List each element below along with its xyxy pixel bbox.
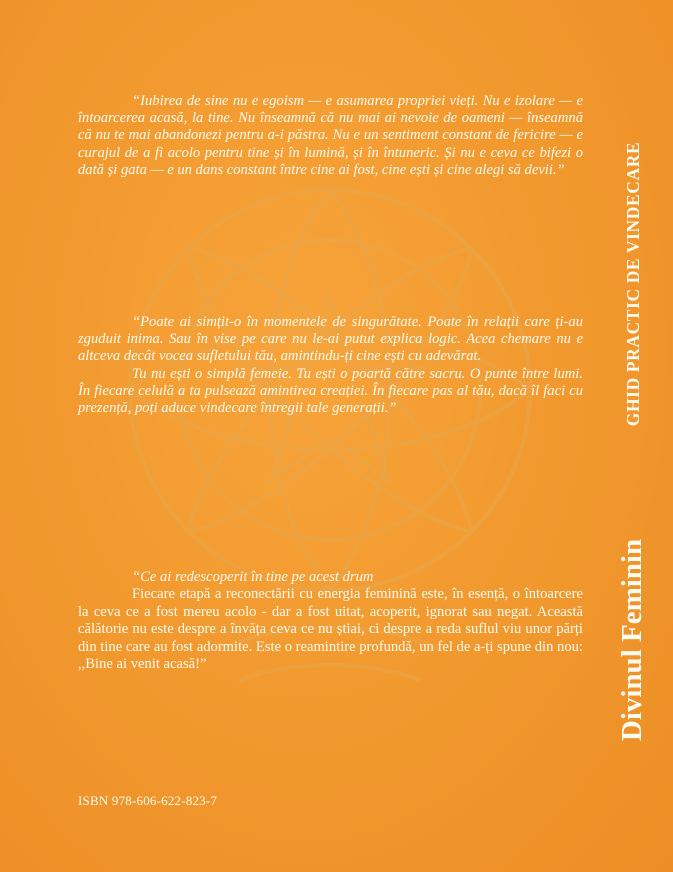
spine-title: Divinul Feminin [616,538,648,742]
quote-soul-calling-paragraph-2: Tu nu ești o simplă femeie. Tu ești o poartă către sacru. O punte între lumi. În fiecare celulă a ta pulsează amintirea creației. În fiecare pas al tău, dacă îl faci cu prezență, poți aduce vindecare întregii tale generații.” [78,365,583,417]
isbn-number: ISBN 978-606-622-823-7 [78,793,218,808]
rediscovery-body: Fiecare etapă a reconectării cu energia feminină este, în esență, o întoarcere la ceva ce a fost mereu acolo - dar a fost uitat, acoperit, ignorat sau negat. Această călătorie nu este despre a învăța ceva ce nu știai, ci despre a reda suflul viu unor părți din tine care au fost adormite. Este o reamintire profundă, un fel de a-ți spune din nou: ,,Bine ai venit acasă!” [78,586,583,673]
book-spine [605,0,665,872]
rediscovery-section [78,569,583,673]
spine-subtitle: GHID PRACTIC DE VINDECARE [623,141,643,427]
rediscovery-heading: “Ce ai redescoperit în tine pe acest drum [132,569,374,585]
quote-soul-calling [78,314,583,417]
quote-self-love-text: “Iubirea de sine nu e egoism — e asumarea propriei vieți. Nu e izolare — e întoarcerea acasă, la tine. Nu înseamnă că nu mai ai nevoie de oameni — înseamnă că nu te mai abandonezi pentru a-i păstra. Nu e un sentiment constant de fericire — e curajul de a fi acolo pentru tine și în lumină, și în întuneric. Și nu e ceva ce bifezi o dată și gata — e un dans constant între cine ai fost, cine ești și cine alegi să devii.” [78,93,583,178]
quote-self-love [78,93,583,179]
quote-soul-calling-paragraph-1: “Poate ai simțit-o în momentele de singurătate. Poate în relații care ți-au zguduit inima. Sau în vise pe care nu le-ai putut explica logic. Acea chemare nu e altceva decât vocea sufletului tău, amintindu-ți cine ești cu adevărat. [78,314,583,365]
